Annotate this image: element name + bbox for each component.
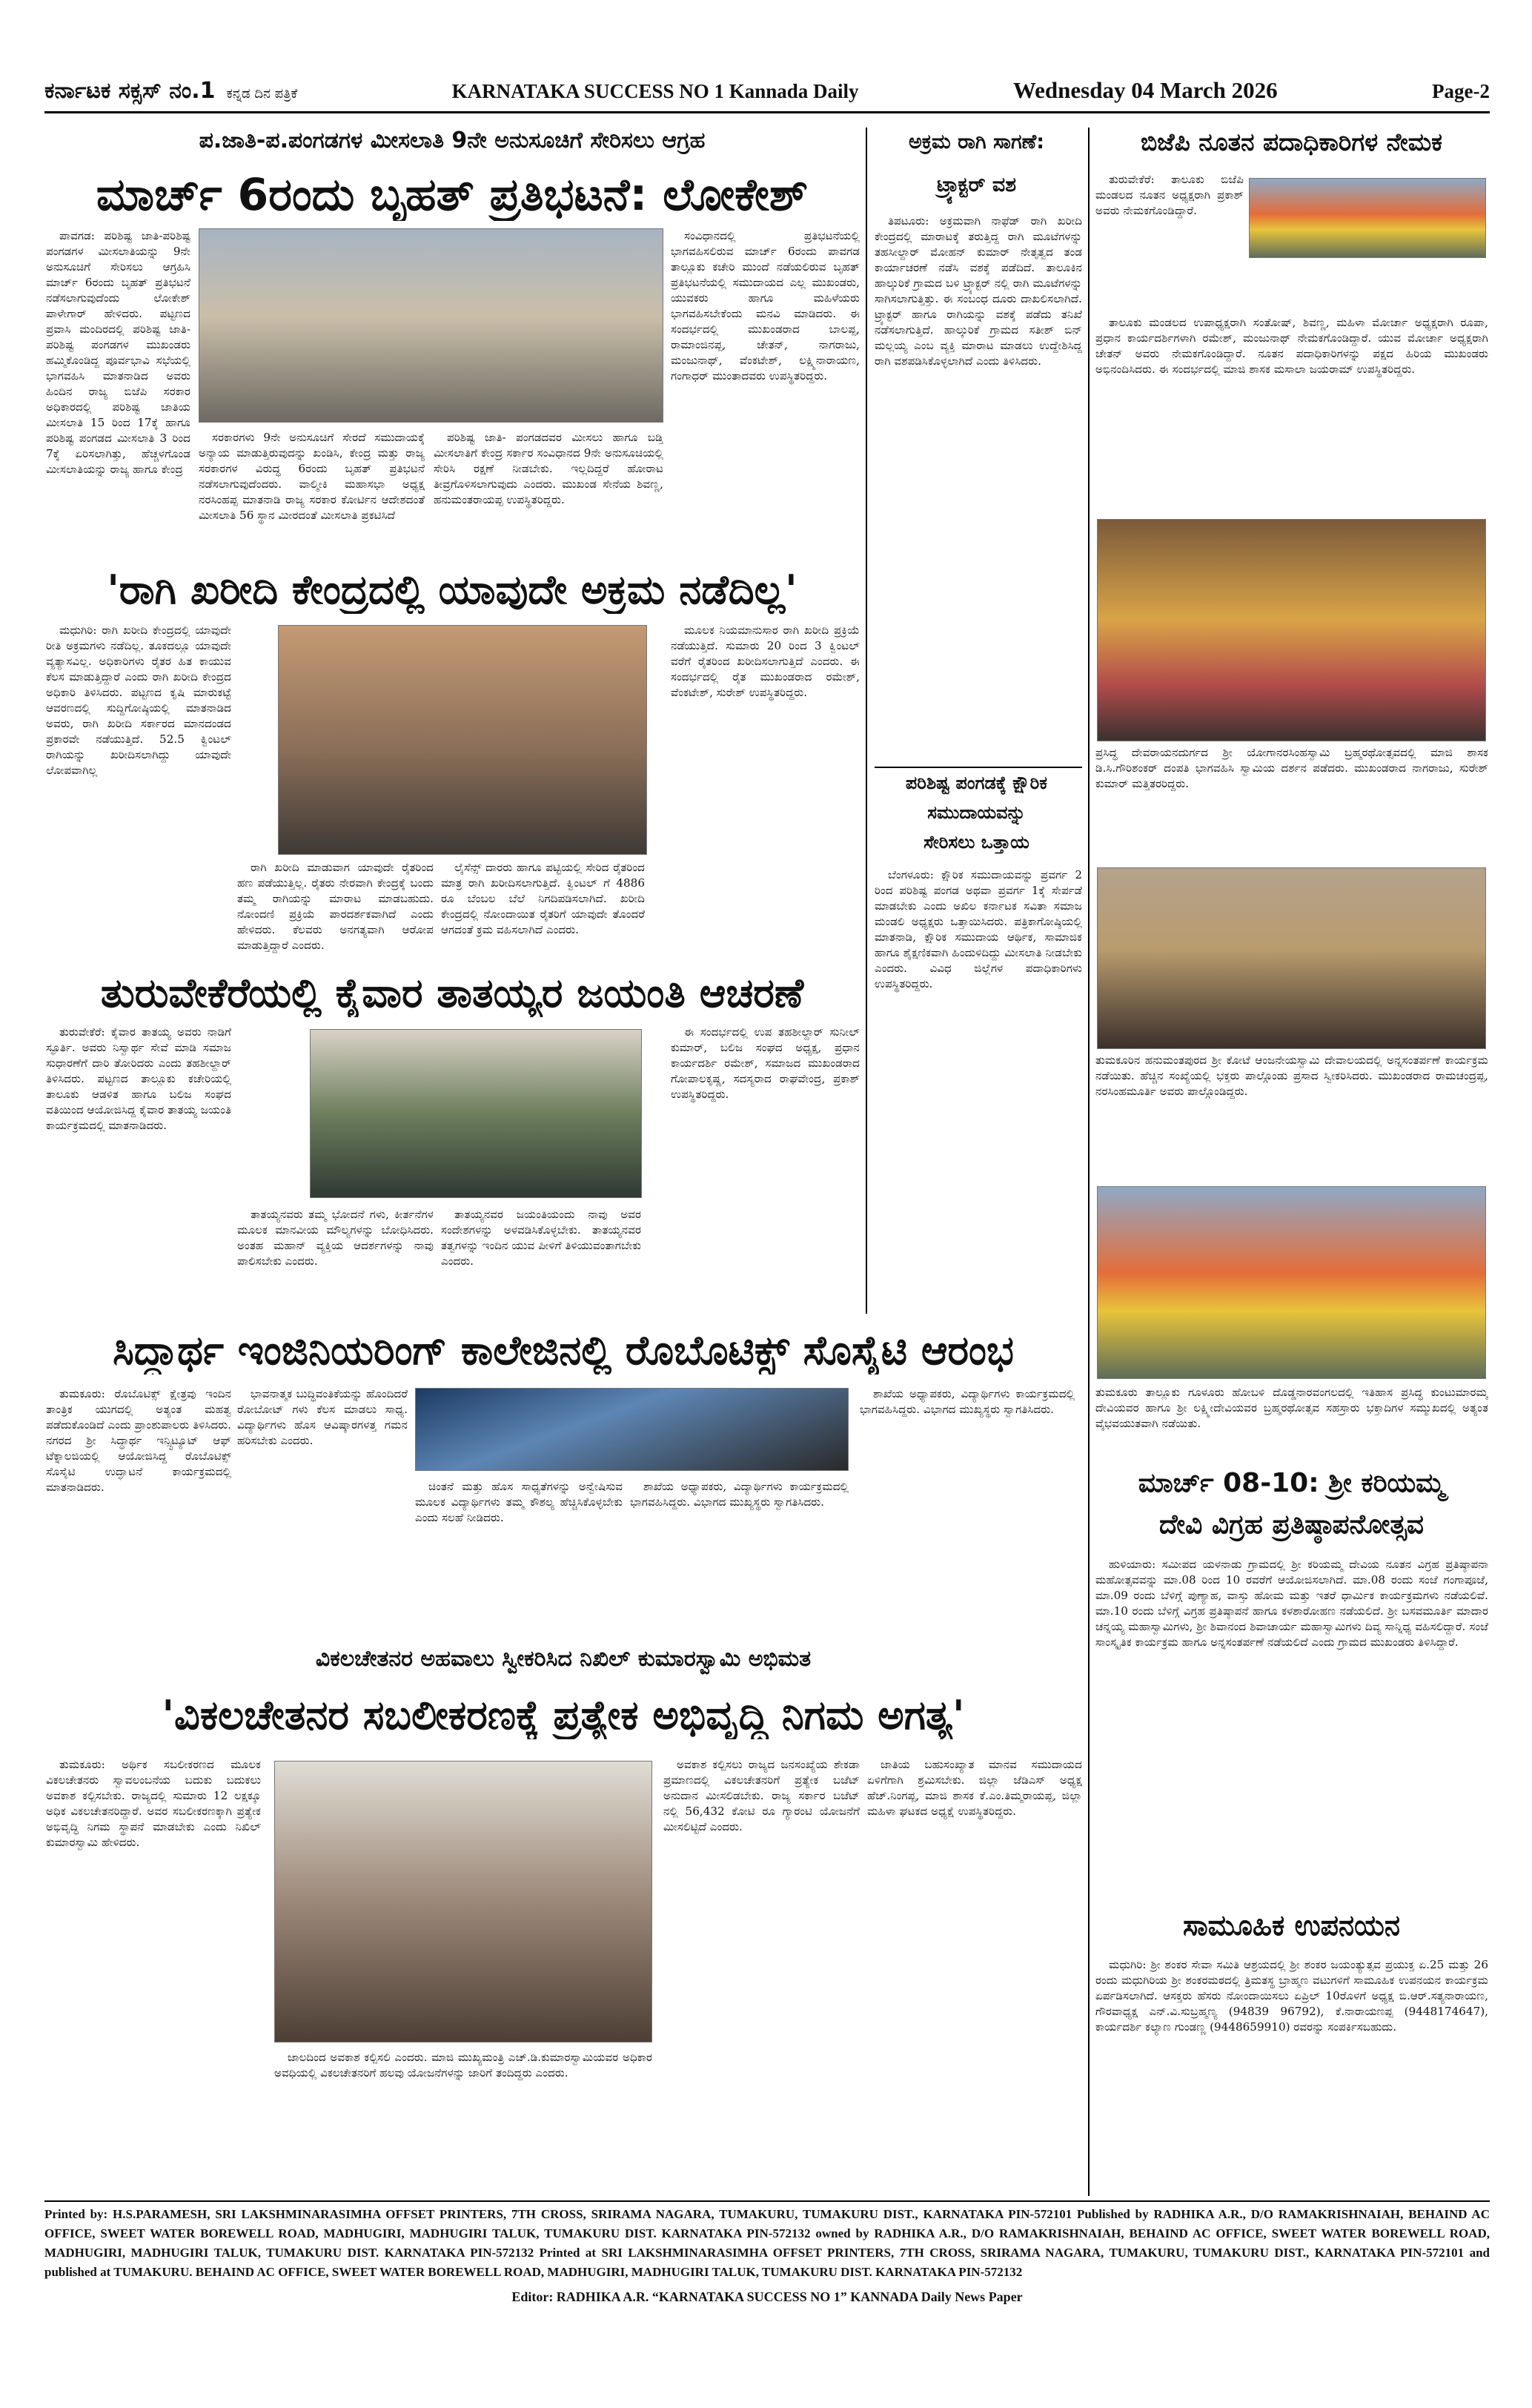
story1-col3-text: ಪರಿಶಿಷ್ಟ ಜಾತಿ- ಪಂಗಡದವರ ಮೀಸಲು ಹಾಗೂ ಬಡ್ತಿ ಮೀಸಲಾತಿಗೆ ಕೇಂದ್ರ ಸರ್ಕಾರ ಸಂವಿಧಾನದ 9ನೇ ಅನುಸೂಚಿಯಲ್ಲಿ ಸೇರಿಸಿ ರಕ್ಷಣೆ ನೀಡಬೇಕು. ಇಲ್ಲದಿದ್ದರೆ ಹೋರಾಟ ತೀವ್ರಗೊಳಿಸಲಾಗುವುದು ಎಂದರು. ಮುಖಂಡ ಸೇನೆಯ ಶಿವಣ್ಣ, ಹನುಮಂತರಾಯಪ್ಪ ಉಪಸ್ಥಿತರಿದ್ದರು. [434, 431, 663, 506]
story1-kicker: ಪ.ಜಾತಿ-ಪ.ಪಂಗಡಗಳ ಮೀಸಲಾತಿ 9ನೇ ಅನುಸೂಚಿಗೆ ಸೇರಿಸಲು ಆಗ್ರಹ [199, 128, 706, 153]
story4-col4-text: ಶಾಖೆಯ ಅಧ್ಯಾಪಕರು, ವಿದ್ಯಾರ್ಥಿಗಳು ಕಾರ್ಯಕ್ರಮದಲ್ಲಿ ಭಾಗವಹಿಸಿದ್ದರು. ವಿಭಾಗದ ಮುಖ್ಯಸ್ಥರು ಸ್ವಾಗತಿಸಿದರು. [860, 1387, 1075, 1416]
side1-title-1: ಅಕ್ರಮ ರಾಗಿ ಸಾಗಣೆ: [908, 130, 1045, 153]
story3-col2 [237, 1207, 434, 1318]
side1-title-2: ಟ್ರ್ಯಾಕ್ಟರ್ ವಶ [936, 173, 1017, 196]
side2-body-text: ಬೆಂಗಳೂರು: ಕ್ಷೌರಿಕ ಸಮುದಾಯವನ್ನು ಪ್ರವರ್ಗ 2 ರಿಂದ ಪರಿಶಿಷ್ಟ ಪಂಗಡ ಅಥವಾ ಪ್ರವರ್ಗ 1ಕ್ಕೆ ಸೇರ್ಪಡೆ ಮಾಡಬೇಕು ಎಂದು ಅಖಿಲ ಕರ್ನಾಟಕ ಸವಿತಾ ಸಮಾಜ ಮಂಡಲಿ ಅಧ್ಯಕ್ಷರು ಒತ್ತಾಯಿಸಿದರು. ಪತ್ರಿಕಾಗೋಷ್ಠಿಯಲ್ಲಿ ಮಾತನಾಡಿ, ಕ್ಷೌರಿಕ ಸಮುದಾಯ ಆರ್ಥಿಕ, ಸಾಮಾಜಿಕ ಹಾಗೂ ಶೈಕ್ಷಣಿಕವಾಗಿ ಹಿಂದುಳಿದಿದ್ದು ಮೀಸಲಾತಿ ನೀಡಬೇಕು ಎಂದರು. ವಿವಿಧ ಜಿಲ್ಲೆಗಳ ಪದಾಧಿಕಾರಿಗಳು ಉಪಸ್ಥಿತರಿದ್ದರು. [875, 868, 1082, 990]
story3-photo [310, 1029, 642, 1198]
story5-col3-text: ಅವಕಾಶ ಕಲ್ಪಿಸಲು ರಾಜ್ಯದ ಜನಸಂಖ್ಯೆಯ ಶೇಕಡಾ ಪ್ರಮಾಣದಲ್ಲಿ ವಿಕಲಚೇತನರಿಗೆ ಪ್ರತ್ಯೇಕ ಬಜೆಟ್ ಅನುದಾನ ಮೀಸಲಿಡಬೇಕು. ರಾಜ್ಯ ಸರ್ಕಾರ ಬಜೆಟ್ ನಲ್ಲಿ 56,432 ಕೋಟಿ ರೂ ಗ್ಯಾರಂಟಿ ಯೋಜನೆಗೆ ಮೀಸಲಿಟ್ಟಿದೆ ಎಂದರು. [663, 1758, 860, 1833]
story2-col3-text: ಲೈಸೆನ್ಸ್ ದಾರರು ಹಾಗೂ ಪಟ್ಟಿಯಲ್ಲಿ ಸೇರಿದ ರೈತರಿಂದ ಮಾತ್ರ ರಾಗಿ ಖರೀದಿಸಲಾಗುತ್ತಿದೆ. ಕ್ವಿಂಟಲ್ ಗೆ 4886 ರೂ ಬೆಂಬಲ ಬೆಲೆ ನಿಗದಿಪಡಿಸಲಾಗಿದೆ. ಖರೀದಿ ಕೇಂದ್ರದಲ್ಲಿ ನೋಂದಾಯಿತ ರೈತರಿಗೆ ಯಾವುದೇ ತೊಂದರೆ ಆಗದಂತೆ ಕ್ರಮ ವಹಿಸಲಾಗಿದೆ ಎಂದರು. [441, 861, 645, 936]
right-photo-2 [1097, 519, 1486, 741]
story4-col1 [46, 1386, 231, 1638]
story4-col3b [630, 1479, 849, 1638]
right-photo-4 [1097, 1186, 1486, 1379]
story4-col3b-text: ಶಾಖೆಯ ಅಧ್ಯಾಪಕರು, ವಿದ್ಯಾರ್ಥಿಗಳು ಕಾರ್ಯಕ್ರಮದಲ್ಲಿ ಭಾಗವಹಿಸಿದ್ದರು. ವಿಭಾಗದ ಮುಖ್ಯಸ್ಥರು ಸ್ವಾಗತಿಸಿದರು. [630, 1480, 849, 1509]
footer-rule [44, 2200, 1490, 2202]
story2-col2 [237, 860, 434, 960]
story3-col1-text: ತುರುವೇಕೆರೆ: ಕೈವಾರ ತಾತಯ್ಯ ಅವರು ನಾಡಿಗೆ ಸ್ಫೂರ್ತಿ. ಅವರು ನಿಸ್ವಾರ್ಥ ಸೇವೆ ಮಾಡಿ ಸಮಾಜ ಸುಧಾರಣೆಗೆ ದಾರಿ ತೋರಿದರು ಎಂದು ತಹಶೀಲ್ದಾರ್ ತಿಳಿಸಿದರು. ಪಟ್ಟಣದ ತಾಲ್ಲೂಕು ಕಚೇರಿಯಲ್ಲಿ ತಾಲೂಕು ಆಡಳಿತ ಹಾಗೂ ಬಲಿಜ ಸಂಘದ ವತಿಯಿಂದ ಆಯೋಜಿಸಿದ್ದ ಕೈವಾರ ತಾತಯ್ಯ ಜಯಂತಿ ಕಾರ್ಯಕ್ರಮದಲ್ಲಿ ಮಾತನಾಡಿದರು. [46, 1025, 231, 1132]
story3-col4-text: ಈ ಸಂದರ್ಭದಲ್ಲಿ ಉಪ ತಹಶೀಲ್ದಾರ್ ಸುನೀಲ್ ಕುಮಾರ್, ಬಲಿಜ ಸಂಘದ ಅಧ್ಯಕ್ಷ, ಪ್ರಧಾನ ಕಾರ್ಯದರ್ಶಿ ರಮೇಶ್, ಸಮಾಜದ ಮುಖಂಡರಾದ ಗೋಪಾಲಕೃಷ್ಣ, ಸದಸ್ಯರಾದ ರಾಘವೇಂದ್ರ, ಪ್ರಕಾಶ್ ಉಪಸ್ಥಿತರಿದ್ದರು. [671, 1025, 860, 1101]
story1-col4 [671, 228, 860, 558]
story3-col4 [671, 1025, 860, 1317]
story4-col4 [860, 1386, 1075, 1638]
side2-title-3: ಸೇರಿಸಲು ಒತ್ತಾಯ [923, 832, 1029, 853]
right-title: ಬಿಜೆಪಿ ನೂತನ ಪದಾಧಿಕಾರಿಗಳ ನೇಮಕ [1140, 128, 1443, 156]
story2-col2-text: ರಾಗಿ ಖರೀದಿ ಮಾಡುವಾಗ ಯಾವುದೇ ರೈತರಿಂದ ಹಣ ಪಡೆಯುತ್ತಿಲ್ಲ. ರೈತರು ನೇರವಾಗಿ ಕೇಂದ್ರಕ್ಕೆ ಬಂದು ತಮ್ಮ ರಾಗಿಯನ್ನು ಮಾರಾಟ ಮಾಡಬಹುದು. ನೋಂದಣಿ ಪ್ರಕ್ರಿಯೆ ಪಾರದರ್ಶಕವಾಗಿದೆ ಎಂದು ಹೇಳಿದರು. ಕೆಲವರು ಅನಗತ್ಯವಾಗಿ ಆರೋಪ ಮಾಡುತ್ತಿದ್ದಾರೆ ಎಂದರು. [237, 861, 434, 952]
right-body-text: ತಾಲೂಕು ಮಂಡಲದ ಉಪಾಧ್ಯಕ್ಷರಾಗಿ ಸಂತೋಷ್, ಶಿವಣ್ಣ, ಮಹಿಳಾ ಮೋರ್ಚಾ ಅಧ್ಯಕ್ಷರಾಗಿ ರೂಪಾ, ಪ್ರಧಾನ ಕಾರ್ಯದರ್ಶಿಗಳಾಗಿ ರಮೇಶ್, ಮಂಜುನಾಥ್ ನೇಮಕಗೊಂಡಿದ್ದಾರೆ. ಯುವ ಮೋರ್ಚಾ ಅಧ್ಯಕ್ಷರಾಗಿ ಚೇತನ್ ಅವರು ನೇಮಕಗೊಂಡಿದ್ದಾರೆ. ನೂತನ ಪದಾಧಿಕಾರಿಗಳನ್ನು ಪಕ್ಷದ ಹಿರಿಯ ಮುಖಂಡರು ಅಭಿನಂದಿಸಿದರು. ಈ ಸಂದರ್ಭದಲ್ಲಿ ಮಾಜಿ ಶಾಸಕ ಮಸಾಲಾ ಜಯರಾಮ್ ಉಪಸ್ಥಿತರಿದ್ದರು. [1095, 316, 1488, 376]
paper-title: KARNATAKA SUCCESS NO 1 Kannada Daily [451, 80, 859, 102]
story3-col3 [441, 1207, 641, 1318]
story3-col2-text: ತಾತಯ್ಯನವರು ತಮ್ಮ ಭೋದನೆ ಗಳು, ಕೀರ್ತನೆಗಳ ಮೂಲಕ ಮಾನವೀಯ ಮೌಲ್ಯಗಳನ್ನು ಬೋಧಿಸಿದರು. ಅಂತಹ ಮಹಾನ್ ವ್ಯಕ್ತಿಯ ಆದರ್ಶಗಳನ್ನು ನಾವು ಪಾಲಿಸಬೇಕು ಎಂದರು. [237, 1208, 434, 1268]
side2-body [875, 867, 1082, 1312]
imprint-line: Printed by: H.S.PARAMESH, SRI LAKSHMINARASIMHA OFFSET PRINTERS, 7TH CROSS, SRIRAMA NAGARA, TUMAKURU, TUMAKURU DIST., KARNATAKA PIN-572101 Published by RADHIKA A.R., D/O RAMAKRISHNAIAH, BEHAIND AC OFFICE, SWEET WATER BOREWELL ROAD, MADHUGIRI, MADHUGIRI TALUK, TUMAKURU DIST. KARNATAKA PIN-572132 owned by RADHIKA A.R., D/O RAMAKRISHNAIAH, BEHAIND AC OFFICE, SWEET WATER BOREWELL ROAD, MADHUGIRI, MADHUGIRI TALUK, TUMAKURU DIST. KARNATAKA PIN-572132 Printed at SRI LAKSHMINARASIMHA OFFSET PRINTERS, 7TH CROSS, SRIRAMA NAGARA, TUMAKURU, TUMAKURU DIST., KARNATAKA PIN-572101 and published at TUMAKURU. BEHAIND AC OFFICE, SWEET WATER BOREWELL ROAD, MADHUGIRI, MADHUGIRI TALUK, TUMAKURU DIST. KARNATAKA PIN-572132 [44, 2207, 1490, 2279]
story4-col3-text: ಚಿಂತನೆ ಮತ್ತು ಹೊಸ ಸಾಧ್ಯತೆಗಳನ್ನು ಅನ್ವೇಷಿಸುವ ಮೂಲಕ ವಿದ್ಯಾರ್ಥಿಗಳು ತಮ್ಮ ಕೌಶಲ್ಯ ಹೆಚ್ಚಿಸಿಕೊಳ್ಳಬೇಕು ಎಂದು ಸಲಹೆ ನೀಡಿದರು. [415, 1480, 623, 1524]
page-number: Page-2 [1432, 80, 1490, 102]
story5-col2-text: ಜಾಲದಿಂದ ಅವಕಾಶ ಕಲ್ಪಿಸಲಿ ಎಂದರು. ಮಾಜಿ ಮುಖ್ಯಮಂತ್ರಿ ಎಚ್.ಡಿ.ಕುಮಾರಸ್ವಾಮಿಯವರ ಅಧಿಕಾರ ಅವಧಿಯಲ್ಲಿ ವಿಕಲಚೇತನರಿಗೆ ಹಲವು ಯೋಜನೆಗಳನ್ನು ಜಾರಿಗೆ ತಂದಿದ್ದರು ಎಂದರು. [274, 2051, 652, 2080]
story4-col2-text: ಭಾವನಾತ್ಮಕ ಬುದ್ಧಿವಂತಿಕೆಯನ್ನು ಹೊಂದಿದರೆ ರೋಬೋಟ್ ಗಳು ಕೆಲಸ ಮಾಡಲು ಸಾಧ್ಯ. ವಿದ್ಯಾರ್ಥಿಗಳು ಹೊಸ ಆವಿಷ್ಕಾರಗಳತ್ತ ಗಮನ ಹರಿಸಬೇಕು ಎಂದರು. [237, 1387, 408, 1447]
masthead-rule [44, 111, 1490, 113]
story5-headline[interactable]: 'ವಿಕಲಚೇತನರ ಸಬಲೀಕರಣಕ್ಕೆ ಪ್ರತ್ಯೇಕ ಅಭಿವೃದ್ಧಿ ನಿಗಮ ಅಗತ್ಯ' [162, 1692, 965, 1739]
right-caption-3: ತುಮಕೂರು ತಾಲ್ಲೂಕು ಗೂಳೂರು ಹೋಬಳಿ ದೊಡ್ಡನಾರವಂಗಲದಲ್ಲಿ ಇತಿಹಾಸ ಪ್ರಸಿದ್ಧ ಕುಂಟುಮಾರಮ್ಮ ದೇವಿಯವರ ಹಾಗೂ ಶ್ರೀ ಲಕ್ಷ್ಮೀದೇವಿಯವರ ಬ್ರಹ್ಮರಥೋತ್ಸವ ಸಹಸ್ರಾರು ಭಕ್ತಾದಿಗಳ ಸಮ್ಮುಖದಲ್ಲಿ ಅತ್ಯಂತ ವೈಭವಯುತವಾಗಿ ನಡೆಯಿತು. [1095, 1386, 1488, 1430]
event2-body [1095, 1957, 1488, 2194]
story5-col1-text: ತುಮಕೂರು: ಅರ್ಥಿಕ ಸಬಲೀಕರಣದ ಮೂಲಕ ವಿಕಲಚೇತನರು ಸ್ವಾವಲಂಬನೆಯ ಬದುಕು ಬದುಕಲು ಅವಕಾಶ ಕಲ್ಪಿಸಬೇಕು. ರಾಜ್ಯದಲ್ಲಿ ಸುಮಾರು 12 ಲಕ್ಷಕ್ಕೂ ಅಧಿಕ ವಿಕಲಚೇತನರಿದ್ದಾರೆ. ಅವರ ಸಬಲೀಕರಣಕ್ಕಾಗಿ ಪ್ರತ್ಯೇಕ ಅಭಿವೃದ್ಧಿ ನಿಗಮ ಸ್ಥಾಪನೆ ಮಾಡಬೇಕು ಎಂದು ನಿಖಿಲ್ ಕುಮಾರಸ್ವಾಮಿ ಹೇಳಿದರು. [46, 1758, 261, 1849]
story1-col3 [434, 430, 663, 556]
story1-col1 [46, 228, 190, 558]
story2-col4 [671, 623, 860, 956]
event2-title: ಸಾಮೂಹಿಕ ಉಪನಯನ [1183, 1909, 1400, 1942]
story4-col3 [415, 1479, 623, 1638]
story2-col1 [46, 623, 231, 956]
story5-col4 [867, 1757, 1082, 2194]
story5-col3 [663, 1757, 860, 2194]
issue-date: Wednesday 04 March 2026 [1012, 77, 1278, 103]
story1-col2-text: ಸರಕಾರಗಳು 9ನೇ ಅನುಸೂಚಿಗೆ ಸೇರದೆ ಸಮುದಾಯಕ್ಕೆ ಅನ್ಯಾಯ ಮಾಡುತ್ತಿರುವುದನ್ನು ಖಂಡಿಸಿ, ಕೇಂದ್ರ ಮತ್ತು ರಾಜ್ಯ ಸರಕಾರಗಳ ವಿರುದ್ಧ 6ರಂದು ಬೃಹತ್ ಪ್ರತಿಭಟನೆ ನಡೆಸಲಾಗುವುದೆಂದರು. ವಾಲ್ಮೀಕಿ ಮಹಾಸಭಾ ಅಧ್ಯಕ್ಷ ನರಸಿಂಹಪ್ಪ ಮಾತನಾಡಿ ರಾಜ್ಯ ಸರಕಾರ ಕೋರ್ಟಿನ ಆದೇಶದಂತೆ ಮೀಸಲಾತಿ 56 ಸ್ಥಾನ ಮೀರದಂತೆ ಮೀಸಲಾತಿ ಪ್ರಕಟಿಸಿದೆ [199, 431, 425, 522]
story3-col1 [46, 1025, 231, 1317]
brand-tagline: ಕನ್ನಡ ದಿನ ಪತ್ರಿಕೆ [226, 86, 298, 102]
masthead [44, 77, 1490, 107]
story4-col2 [237, 1386, 408, 1638]
side1-body [875, 214, 1082, 762]
event1-body [1095, 1557, 1488, 1905]
right-caption-2: ತುಮಕೂರಿನ ಹನುಮಂತಪುರದ ಶ್ರೀ ಕೋಟೆ ಆಂಜನೇಯಸ್ವಾಮಿ ದೇವಾಲಯದಲ್ಲಿ ಅನ್ನಸಂತರ್ಪಣೆ ಕಾರ್ಯಕ್ರಮ ನಡೆಯಿತು. ಹೆಚ್ಚಿನ ಸಂಖ್ಯೆಯಲ್ಲಿ ಭಕ್ತರು ಪಾಲ್ಗೊಂಡು ಪ್ರಸಾದ ಸ್ವೀಕರಿಸಿದರು. ಮುಖಂಡರಾದ ರಾಮಚಂದ್ರಪ್ಪ, ನರಸಿಂಹಮೂರ್ತಿ ಅವರು ಪಾಲ್ಗೊಂಡಿದ್ದರು. [1095, 1054, 1488, 1098]
event1-body-text: ಹುಳಿಯಾರು: ಸಮೀಪದ ಯಳನಾಡು ಗ್ರಾಮದಲ್ಲಿ ಶ್ರೀ ಕರಿಯಮ್ಮ ದೇವಿಯ ನೂತನ ವಿಗ್ರಹ ಪ್ರತಿಷ್ಠಾಪನಾ ಮಹೋತ್ಸವವನ್ನು ಮಾ.08 ರಿಂದ 10 ರವರೆಗೆ ಆಯೋಜಿಸಲಾಗಿದೆ. ಮಾ.08 ರಂದು ಸಂಜೆ ಗಂಗಾಪೂಜೆ, ಮಾ.09 ರಂದು ಬೆಳಿಗ್ಗೆ ಪುಣ್ಯಾಹ, ವಾಸ್ತು ಹೋಮ ಮತ್ತು ಇತರೆ ಧಾರ್ಮಿಕ ಕಾರ್ಯಕ್ರಮಗಳು ನಡೆಯಲಿವೆ. ಮಾ.10 ರಂದು ಬೆಳಿಗ್ಗೆ ವಿಗ್ರಹ ಪ್ರತಿಷ್ಠಾಪನೆ ಹಾಗೂ ಕಳಶಾರೋಹಣ ನಡೆಯಲಿದೆ. ಶ್ರೀ ಬಸವಮೂರ್ತಿ ಮಾದಾರ ಚನ್ನಯ್ಯ ಮಹಾಸ್ವಾಮಿಗಳು, ಶ್ರೀ ಶಿವಾನಂದ ಶಿವಾಚಾರ್ಯ ಮಹಾಸ್ವಾಮಿಗಳು ದಿವ್ಯ ಸಾನ್ನಿಧ್ಯ ವಹಿಸಲಿದ್ದಾರೆ. ಸಂಜೆ ಸಾಂಸ್ಕೃತಿಕ ಕಾರ್ಯಕ್ರಮ ಹಾಗೂ ಅನ್ನಸಂತರ್ಪಣೆ ನಡೆಯಲಿದೆ ಎಂದು ಗ್ರಾಮದ ಮುಖಂಡರು ತಿಳಿಸಿದ್ದಾರೆ. [1095, 1558, 1488, 1649]
side-separator [875, 767, 1082, 768]
story4-headline[interactable]: ಸಿದ್ಧಾರ್ಥ ಇಂಜಿನಿಯರಿಂಗ್ ಕಾಲೇಜಿನಲ್ಲಿ ರೊಬೊಟಿಕ್ಸ್ ಸೊಸೈಟಿ ಆರಂಭ [113, 1327, 1014, 1374]
story2-col3 [441, 860, 645, 960]
editor-line: Editor: RADHIKA A.R. “KARNATAKA SUCCESS NO 1” KANNADA Daily News Paper [511, 2289, 1023, 2304]
story5-col2 [274, 2050, 652, 2194]
right-body [1095, 315, 1488, 515]
story4-col1-text: ತುಮಕೂರು: ರೊಬೊಟಿಕ್ಸ್ ಕ್ಷೇತ್ರವು ಇಂದಿನ ತಾಂತ್ರಿಕ ಯುಗದಲ್ಲಿ ಅತ್ಯಂತ ಮಹತ್ವ ಪಡೆದುಕೊಂಡಿದೆ ಎಂದು ಪ್ರಾಂಶುಪಾಲರು ತಿಳಿಸಿದರು. ನಗರದ ಶ್ರೀ ಸಿದ್ಧಾರ್ಥ ಇನ್ಸ್ಟಿಟ್ಯೂಟ್ ಆಫ್ ಟೆಕ್ನಾಲಜಿಯಲ್ಲಿ ಆಯೋಜಿಸಿದ್ದ ರೊಬೊಟಿಕ್ಸ್ ಸೊಸೈಟಿ ಉದ್ಘಾಟನೆ ಕಾರ್ಯಕ್ರಮದಲ್ಲಿ ಮಾತನಾಡಿದರು. [46, 1387, 231, 1494]
story1-photo [199, 228, 663, 423]
right-intro-text: ತುರುವೇಕೆರೆ: ತಾಲೂಕು ಬಿಜೆಪಿ ಮಂಡಲದ ನೂತನ ಅಧ್ಯಕ್ಷರಾಗಿ ಪ್ರಕಾಶ್ ಅವರು ನೇಮಕಗೊಂಡಿದ್ದಾರೆ. [1095, 173, 1244, 217]
event2-body-text: ಮಧುಗಿರಿ: ಶ್ರೀ ಶಂಕರ ಸೇವಾ ಸಮಿತಿ ಆಶ್ರಯದಲ್ಲಿ ಶ್ರೀ ಶಂಕರ ಜಯಂತ್ಯುತ್ಸವ ಪ್ರಯುಕ್ತ ಏ.25 ಮತ್ತು 26 ರಂದು ಮಧುಗಿರಿಯ ಶ್ರೀ ಶಂಕರಮಠದಲ್ಲಿ ತ್ರಿಮತಸ್ಥ ಬ್ರಾಹ್ಮಣ ವಟುಗಳಿಗೆ ಸಾಮೂಹಿಕ ಉಪನಯನ ಕಾರ್ಯಕ್ರಮ ಏರ್ಪಡಿಸಲಾಗಿದೆ. ಆಸಕ್ತರು ಹೆಸರು ನೋಂದಾಯಿಸಲು ಏಪ್ರಿಲ್ 10ರೊಳಗೆ ಅಧ್ಯಕ್ಷ ಬಿ.ಆರ್.ಸತ್ಯನಾರಾಯಣ, ಗೌರವಾಧ್ಯಕ್ಷ ಎನ್.ವಿ.ಸುಬ್ರಹ್ಮಣ್ಯ (94839 96792), ಕೆ.ನಾರಾಯಣಪ್ಪ (9448174647), ಕಾರ್ಯದರ್ಶಿ ಕಲ್ಯಾಣ ಗುಂಡಣ್ಣ (9448659910) ರವರನ್ನು ಸಂಪರ್ಕಿಸಬಹುದು. [1095, 1958, 1488, 2034]
middle-divider [866, 128, 867, 1314]
story5-col4-text: ಜಾತಿಯ ಬಹುಸಂಖ್ಯಾತ ಮಾನವ ಸಮುದಾಯದ ಏಳಿಗೆಗಾಗಿ ಶ್ರಮಿಸಬೇಕು. ಜಿಲ್ಲಾ ಜೆಡಿಎಸ್ ಅಧ್ಯಕ್ಷ ಹೆಚ್.ನಿಂಗಪ್ಪ, ಮಾಜಿ ಶಾಸಕ ಕೆ.ಎಂ.ತಿಮ್ಮರಾಯಪ್ಪ, ಜಿಲ್ಲಾ ಮಹಿಳಾ ಘಟಕದ ಅಧ್ಯಕ್ಷೆ ಉಪಸ್ಥಿತರಿದ್ದರು. [867, 1758, 1082, 1818]
story5-kicker: ವಿಕಲಚೇತನರ ಅಹವಾಲು ಸ್ವೀಕರಿಸಿದ ನಿಖಿಲ್ ಕುಮಾರಸ್ವಾಮಿ ಅಭಿಮತ [315, 1646, 812, 1672]
right-caption-1: ಪ್ರಸಿದ್ಧ ದೇವರಾಯನದುರ್ಗದ ಶ್ರೀ ಯೋಗಾನರಸಿಂಹಸ್ವಾಮಿ ಬ್ರಹ್ಮರಥೋತ್ಸವದಲ್ಲಿ ಮಾಜಿ ಶಾಸಕ ಡಿ.ಸಿ.ಗೌರಿಶಂಕರ್ ದಂಪತಿ ಭಾಗವಹಿಸಿ ಸ್ವಾಮಿಯ ದರ್ಶನ ಪಡೆದರು. ಮುಖಂಡರಾದ ನಾಗರಾಜು, ಸುರೇಶ್ ಕುಮಾರ್ ಮತ್ತಿತರರಿದ್ದರು. [1095, 746, 1488, 790]
story4-photo [415, 1388, 849, 1471]
right-divider [1088, 128, 1090, 2196]
story1-headline[interactable]: ಮಾರ್ಚ್ 6ರಂದು ಬೃಹತ್ ಪ್ರತಿಭಟನೆ: ಲೋಕೇಶ್ [96, 169, 809, 221]
story1-col4-text: ಸಂವಿಧಾನದಲ್ಲಿ ಪ್ರತಿಭಟನೆಯಲ್ಲಿ ಭಾಗವಹಿಸಲಿರುವ ಮಾರ್ಚ್ 6ರಂದು ಪಾವಗಡ ತಾಲ್ಲೂಕು ಕಚೇರಿ ಮುಂದೆ ನಡೆಯಲಿರುವ ಬೃಹತ್ ಪ್ರತಿಭಟನೆಯಲ್ಲಿ ಸಮುದಾಯದ ಎಲ್ಲ ಮುಖಂಡರು, ಯುವಕರು ಹಾಗೂ ಮಹಿಳೆಯರು ಭಾಗವಹಿಸಬೇಕೆಂದು ಮನವಿ ಮಾಡಿದರು. ಈ ಸಂದರ್ಭದಲ್ಲಿ ಮುಖಂಡರಾದ ಬಾಲಪ್ಪ, ರಾಮಾಂಜಿನಪ್ಪ, ಚೇತನ್, ನಾಗರಾಜು, ಮಂಜುನಾಥ್, ವೆಂಕಟೇಶ್, ಲಕ್ಷ್ಮಿನಾರಾಯಣ, ಗಂಗಾಧರ್ ಮುಂತಾದವರು ಉಪಸ್ಥಿತರಿದ್ದರು. [671, 229, 860, 383]
right-photo-1 [1249, 178, 1486, 258]
story2-photo [278, 625, 647, 855]
story5-photo [274, 1761, 652, 2042]
story2-col1-text: ಮಧುಗಿರಿ: ರಾಗಿ ಖರೀದಿ ಕೇಂದ್ರದಲ್ಲಿ ಯಾವುದೇ ರೀತಿ ಅಕ್ರಮಗಳು ನಡೆದಿಲ್ಲ. ತೂಕದಲ್ಲೂ ಯಾವುದೇ ವ್ಯತ್ಯಾಸವಿಲ್ಲ. ಅಧಿಕಾರಿಗಳು ರೈತರ ಹಿತ ಕಾಯುವ ಕೆಲಸ ಮಾಡುತ್ತಿದ್ದಾರೆ ಎಂದು ರಾಗಿ ಖರೀದಿ ಕೇಂದ್ರದ ಅಧಿಕಾರಿ ತಿಳಿಸಿದರು. ಪಟ್ಟಣದ ಕೃಷಿ ಮಾರುಕಟ್ಟೆ ಆವರಣದಲ್ಲಿ ಸುದ್ದಿಗೋಷ್ಠಿಯಲ್ಲಿ ಮಾತನಾಡಿದ ಅವರು, ರಾಗಿ ಖರೀದಿ ಸರ್ಕಾರದ ಮಾನದಂಡದ ಪ್ರಕಾರವೇ ನಡೆಯುತ್ತಿದೆ. 52.5 ಕ್ವಿಂಟಲ್ ರಾಗಿಯನ್ನು ಖರೀದಿಸಲಾಗಿದ್ದು ಯಾವುದೇ ಲೋಪವಾಗಿಲ್ಲ [46, 624, 231, 777]
story1-col2 [199, 430, 425, 556]
right-intro [1095, 172, 1244, 313]
story3-headline[interactable]: ತುರುವೇಕೆರೆಯಲ್ಲಿ ಕೈವಾರ ತಾತಯ್ಯರ ಜಯಂತಿ ಆಚರಣೆ [100, 970, 804, 1016]
event1-title-2: ದೇವಿ ವಿಗ್ರಹ ಪ್ರತಿಷ್ಠಾಪನೋತ್ಸವ [1159, 1509, 1424, 1540]
right-photo-3 [1097, 867, 1486, 1049]
story1-col1-text: ಪಾವಗಡ: ಪರಿಶಿಷ್ಟ ಜಾತಿ-ಪರಿಶಿಷ್ಟ ಪಂಗಡಗಳ ಮೀಸಲಾತಿಯನ್ನು 9ನೇ ಅನುಸೂಚಿಗೆ ಸೇರಿಸಲು ಆಗ್ರಹಿಸಿ ಮಾರ್ಚ್ 6ರಂದು ಬೃಹತ್ ಪ್ರತಿಭಟನೆ ನಡೆಸಲಾಗುವುದೆಂದು ಲೋಕೇಶ್ ಪಾಳೇಗಾರ್ ಹೇಳಿದರು. ಪಟ್ಟಣದ ಪ್ರವಾಸಿ ಮಂದಿರದಲ್ಲಿ ಪರಿಶಿಷ್ಟ ಜಾತಿ-ಪರಿಶಿಷ್ಟ ಪಂಗಡಗಳ ಮುಖಂಡರು ಹಮ್ಮಿಕೊಂಡಿದ್ದ ಪೂರ್ವಭಾವಿ ಸಭೆಯಲ್ಲಿ ಭಾಗವಹಿಸಿ ಮಾತನಾಡಿದ ಅವರು ಹಿಂದಿನ ರಾಜ್ಯ ಬಿಜೆಪಿ ಸರಕಾರ ಅಧಿಕಾರದಲ್ಲಿ ಪರಿಶಿಷ್ಟ ಜಾತಿಯ ಮೀಸಲಾತಿ 15 ರಿಂದ 17ಕ್ಕೆ ಹಾಗೂ ಪರಿಶಿಷ್ಟ ಪಂಗಡದ ಮೀಸಲಾತಿ 3 ರಿಂದ 7ಕ್ಕೆ ಏರಿಸಲಾಗಿತ್ತು, ಹೆಚ್ಚಳಗೊಂಡ ಮೀಸಲಾತಿಯನ್ನು ರಾಜ್ಯ ಹಾಗೂ ಕೇಂದ್ರ [46, 229, 190, 476]
brand-name: ಕರ್ನಾಟಕ ಸಕ್ಸಸ್ ನಂ.1 [44, 78, 216, 104]
side1-body-text: ತಿಪಟೂರು: ಅಕ್ರಮವಾಗಿ ನಾಫೆಡ್ ರಾಗಿ ಖರೀದಿ ಕೇಂದ್ರದಲ್ಲಿ ಮಾರಾಟಕ್ಕೆ ತರುತ್ತಿದ್ದ ರಾಗಿ ಮೂಟೆಗಳನ್ನು ತಹಸೀಲ್ದಾರ್ ಮೋಹನ್ ಕುಮಾರ್ ನೇತೃತ್ವದ ತಂಡ ಕಾರ್ಯಾಚರಣೆ ನಡೆಸಿ ವಶಕ್ಕೆ ಪಡೆದಿದೆ. ತಾಲೂಕಿನ ಹಾಲ್ಕುರಿಕೆ ಗ್ರಾಮದ ಬಳಿ ಟ್ರ್ಯಾಕ್ಟರ್ ನಲ್ಲಿ ರಾಗಿ ಮೂಟೆಗಳನ್ನು ಸಾಗಿಸಲಾಗುತ್ತಿತ್ತು. ಈ ಸಂಬಂಧ ದೂರು ದಾಖಲಿಸಲಾಗಿದೆ. ಟ್ರ್ಯಾಕ್ಟರ್ ಹಾಗೂ ರಾಗಿಯನ್ನು ವಶಕ್ಕೆ ಪಡೆದು ತನಿಖೆ ನಡೆಸಲಾಗುತ್ತಿದೆ. ಹಾಲ್ಕುರಿಕೆ ಗ್ರಾಮದ ಸತೀಶ್ ಬಿನ್ ಮಲ್ಲಯ್ಯ ಎಂಬ ವ್ಯಕ್ತಿ ಮಾರಾಟ ಮಾಡಲು ಉದ್ದೇಶಿಸಿದ್ದ ರಾಗಿ ವಶಪಡಿಸಿಕೊಳ್ಳಲಾಗಿದೆ ಎಂದು ತಿಳಿಸಿದರು. [875, 214, 1082, 368]
side2-title-1: ಪರಿಶಿಷ್ಟ ಪಂಗಡಕ್ಕೆ ಕ್ಷೌರಿಕ [905, 773, 1048, 793]
story2-headline[interactable]: 'ರಾಗಿ ಖರೀದಿ ಕೇಂದ್ರದಲ್ಲಿ ಯಾವುದೇ ಅಕ್ರಮ ನಡೆದಿಲ್ಲ' [107, 566, 797, 613]
story5-col1 [46, 1757, 261, 2194]
story2-col4-text: ಮೂಲಕ ನಿಯಮಾನುಸಾರ ರಾಗಿ ಖರೀದಿ ಪ್ರಕ್ರಿಯೆ ನಡೆಯುತ್ತಿದೆ. ಸುಮಾರು 20 ರಿಂದ 3 ಕ್ವಿಂಟಲ್ ವರೆಗೆ ರೈತರಿಂದ ಖರೀದಿಸಲಾಗುತ್ತಿದೆ ಎಂದರು. ಈ ಸಂದರ್ಭದಲ್ಲಿ ರೈತ ಮುಖಂಡರಾದ ರಮೇಶ್, ವೆಂಕಟೇಶ್, ಸುರೇಶ್ ಉಪಸ್ಥಿತರಿದ್ದರು. [671, 624, 860, 699]
event1-title-1: ಮಾರ್ಚ್ 08-10: ಶ್ರೀ ಕರಿಯಮ್ಮ [1138, 1468, 1445, 1498]
masthead-brand [44, 78, 297, 104]
story3-col3-text: ತಾತಯ್ಯನವರ ಜಯಂತಿಯಂದು ನಾವು ಅವರ ಸಂದೇಶಗಳನ್ನು ಅಳವಡಿಸಿಕೊಳ್ಳಬೇಕು. ತಾತಯ್ಯನವರ ತತ್ವಗಳನ್ನು ಇಂದಿನ ಯುವ ಪೀಳಿಗೆ ತಿಳಿಯುವಂತಾಗಬೇಕು ಎಂದರು. [441, 1208, 641, 1268]
side2-title-2: ಸಮುದಾಯವನ್ನು [927, 802, 1026, 823]
